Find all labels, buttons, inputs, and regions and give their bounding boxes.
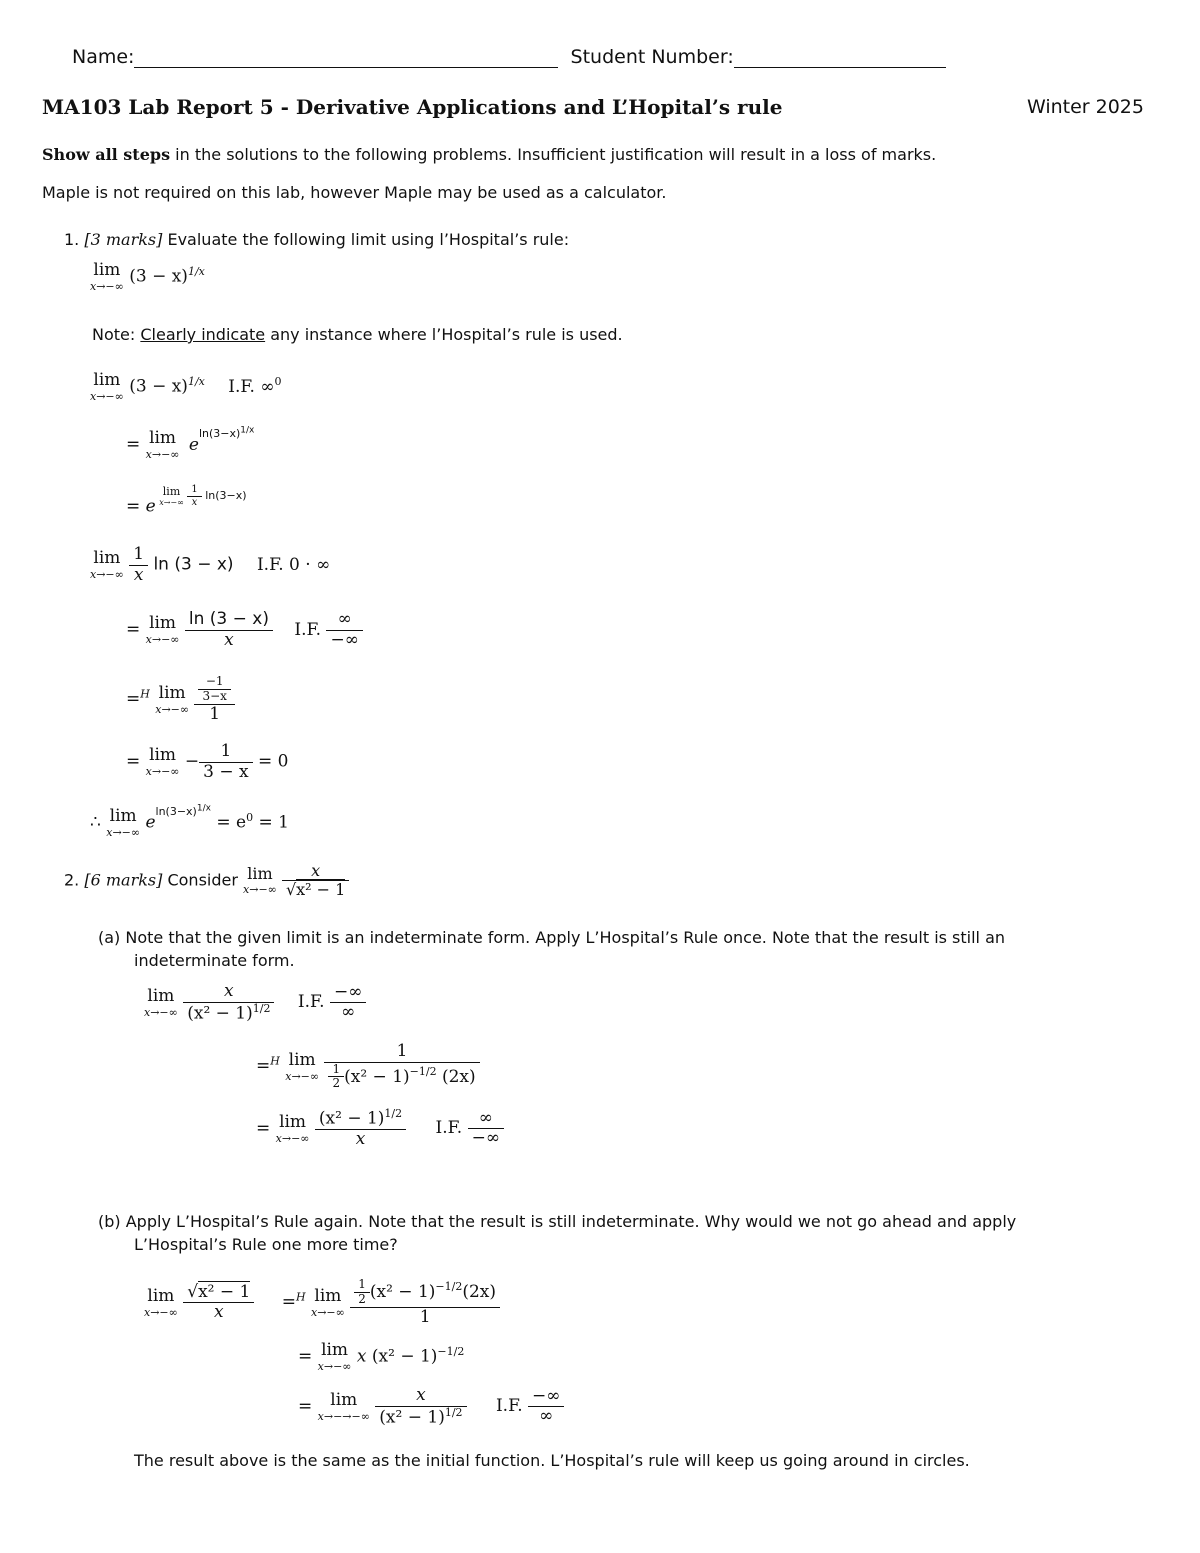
q2-number: 2.: [64, 870, 80, 890]
q1-marks: [3 marks]: [84, 230, 163, 249]
q2-consider: Consider: [167, 870, 238, 890]
q1-note: [92, 325, 623, 344]
q1-prompt: [64, 230, 569, 249]
name-field-row: [72, 46, 946, 68]
q1-step-7: = lim x→−∞ − $\frac{1}{3 - x}$ = 0: [126, 741, 289, 782]
instructions-rest: in the solutions to the following problems. Insufficient justification will result in a loss of marks.: [175, 145, 937, 164]
q1-step-4: lim x→−∞ $\frac{1}{x}$ ln (3 − x) I.F. 0 · ∞: [90, 544, 331, 585]
q1-step-6: =$^H$ lim x→−∞ $\frac{\frac{-1}{3-x}}{1}$: [126, 675, 235, 724]
q2b-text: (b) Apply L’Hospital’s Rule again. Note that the result is still indeterminate. Why would we not go ahead and apply L’Hospital’s Rule one more time?: [98, 1212, 1017, 1254]
note-prefix: Note:: [92, 325, 136, 344]
student-number-label: Student Number:: [570, 46, 734, 68]
q2b-label: (b): [98, 1212, 121, 1231]
student-number-blank[interactable]: [734, 49, 946, 68]
q2a-text: (a) Note that the given limit is an indeterminate form. Apply L’Hospital’s Rule once. Note that the result is still an indeterminate form.: [98, 928, 1006, 970]
name-blank[interactable]: [134, 49, 558, 68]
q2b-conclusion: The result above is the same as the initial function. L’Hospital’s rule will keep us going around in circles.: [134, 1451, 970, 1470]
page-title: MA103 Lab Report 5 - Derivative Applications and L’Hopital’s rule: [42, 95, 783, 119]
q1-exp: 1/x: [187, 264, 205, 278]
q2b-step-1: lim x→−∞ $\frac{\text{√x² − 1}}{x}$ =$^H$ lim x→−∞ $\frac{1}{2}$ $(x^2 - 1)^{-1/2}(2x)$ 1: [144, 1278, 500, 1327]
q1-number: 1.: [64, 230, 80, 249]
name-label: Name:: [72, 46, 135, 68]
q2a-step-3: = lim x→−∞ $\frac{(x^2 - 1)^{1/2}}{x}$ I.F. $\frac{\infty}{-\infty}$: [256, 1108, 504, 1150]
instructions-maple: Maple is not required on this lab, however Maple may be used as a calculator.: [42, 183, 667, 202]
q1-prompt-text: Evaluate the following limit using l’Hospital’s rule:: [167, 230, 570, 249]
instructions-line-1: [42, 145, 936, 164]
q2-marks: [6 marks]: [84, 870, 163, 890]
term-label: Winter 2025: [1026, 96, 1144, 118]
q1-step-3: = e $^{lim x\to-\infty \frac{1}{x} ln(3-x)}$: [126, 484, 247, 517]
q1-conclusion: ∴ lim x→−∞ $e^{ln(3-x)^{1/x}} = e^0 = 1$: [90, 803, 289, 839]
q1-step-1: lim x→−∞ $(3 - x)^{1/x}$ I.F. ∞$^0$: [90, 370, 282, 403]
q2b-step-3: = lim x→−→−∞ $\frac{x}{(x^2 - 1)^{1/2}}$ I.F. $\frac{-\infty}{\infty}$: [298, 1386, 564, 1428]
q1-step-5: = lim x→−∞ $\frac{\ln (3 - x)}{x}$ I.F. $\frac{\infty}{-\infty}$: [126, 610, 363, 650]
q2-prompt: 2. [6 marks] Consider lim x→−∞ $\frac{x}{\text{√x² − 1}}$: [64, 862, 349, 900]
q1-base: (3 − x): [129, 266, 188, 287]
note-underlined: Clearly indicate: [140, 325, 266, 344]
instructions-bold: Show all steps: [42, 145, 171, 164]
q1-step-2: = lim x→−∞ $e^{ln(3-x)^{1/x}}$: [126, 425, 255, 461]
note-rest: any instance where l’Hospital’s rule is used.: [270, 325, 623, 344]
lim-operator: lim x→−∞: [90, 260, 124, 293]
q2a-step-2: =$^H$ lim x→−∞ 1 $\frac{1}{2}$ $(x^2 - 1)^{-1/2}$ (2x): [256, 1042, 480, 1091]
q2a-step-1: lim x→−∞ $\frac{x}{(x^2 - 1)^{1/2}}$ I.F. $\frac{-\infty}{\infty}$: [144, 982, 366, 1024]
q2a-label: (a): [98, 928, 121, 947]
q2b-step-2: = lim x→−∞ x $(x^2 - 1)^{-1/2}$: [298, 1340, 465, 1373]
q1-limit-statement: [90, 262, 205, 292]
